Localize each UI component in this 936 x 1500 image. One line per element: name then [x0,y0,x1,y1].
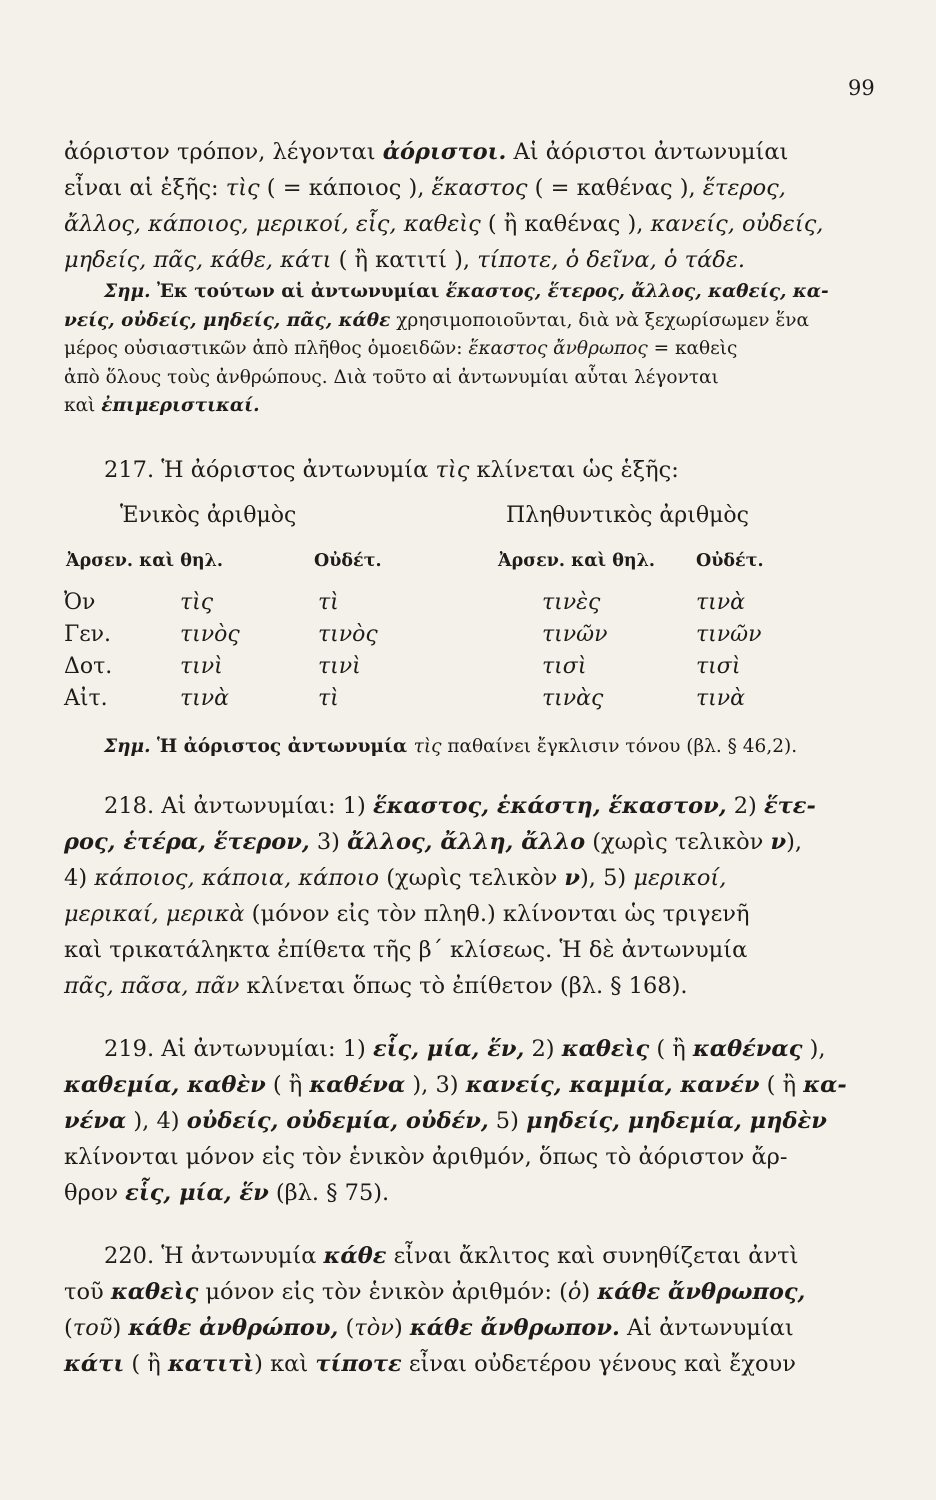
text-line: 4) κάποιος, κάποια, κάποιο (χωρὶς τελικὸν ν), 5) μερικοί, [64,865,727,891]
subheader-sg-masc-fem: Ἀρσεν. καὶ θηλ. [66,551,223,571]
text-line: πᾶς, πᾶσα, πᾶν κλίνεται ὅπως τὸ ἐπίθετον (βλ. § 168). [64,973,688,999]
text-line: θρον εἷς, μία, ἕν (βλ. § 75). [64,1180,390,1206]
text-line: νείς, οὐδείς, μηδείς, πᾶς, κάθε χρησιμοποιοῦνται, διὰ νὰ ξεχωρίσωμεν ἕνα [64,309,810,331]
text-line: μερικαί, μερικὰ (μόνον εἰς τὸν πληθ.) κλίνονται ὡς τριγενῆ [64,901,750,927]
text-line: μηδείς, πᾶς, κάθε, κάτι ( ἢ κατιτί ), τίποτε, ὁ δεῖνα, ὁ τάδε. [64,247,746,273]
text-line: 217. Ἡ ἀόριστος ἀντωνυμία τὶς κλίνεται ὡς ἑξῆς: [104,457,679,483]
text-line: κάτι ( ἢ κατιτὶ) καὶ τίποτε εἶναι οὐδετέρου γένους καὶ ἔχουν [64,1351,796,1377]
form-cell: τινὶ [318,654,361,679]
text-line: καὶ τρικατάληκτα ἐπίθετα τῆς β΄ κλίσεως. Ἡ δὲ ἀντωνυμία [64,937,748,963]
subheader-pl-masc-fem: Ἀρσεν. καὶ θηλ. [498,551,655,571]
header-plural: Πληθυντικὸς ἀριθμὸς [506,503,749,528]
paragraph-indefinite-intro [64,134,824,278]
form-cell: τισὶ [542,654,587,679]
section-220 [64,1238,806,1382]
text-line: 220. Ἡ ἀντωνυμία κάθε εἶναι ἄκλιτος καὶ συνηθίζεται ἀντὶ [104,1243,799,1269]
text-line: κλίνονται μόνον εἰς τὸν ἑνικὸν ἀριθμόν, ὅπως τὸ ἀόριστον ἄρ- [64,1144,788,1170]
form-cell: τὶς [180,590,214,615]
form-cell: τινῶν [696,622,762,647]
text-line: εἶναι αἱ ἑξῆς: τὶς ( = κάποιος ), ἕκαστος ( = καθένας ), ἕτερος, [64,175,786,201]
text-line: νένα ), 4) οὐδείς, οὐδεμία, οὐδέν, 5) μηδείς, μηδεμία, μηδὲν [64,1108,827,1134]
form-cell: τὶ [318,590,339,615]
form-cell: τινῶν [542,622,608,647]
text-line: (τοῦ) κάθε ἀνθρώπου, (τὸν) κάθε ἄνθρωπον. Αἱ ἀντωνυμίαι [64,1315,794,1341]
form-cell: τὶ [318,686,339,711]
form-cell: τινὸς [180,622,240,647]
case-label: Ὀν [64,590,96,615]
form-cell: τινὰ [696,590,746,615]
form-cell: τινὰ [180,686,230,711]
text-line: ἀπὸ ὅλους τοὺς ἀνθρώπους. Διὰ τοῦτο αἱ ἀντωνυμίαι αὗται λέγονται [64,366,719,388]
text-line: ἄλλος, κάποιος, μερικοί, εἷς, καθεὶς ( ἢ καθένας ), κανείς, οὐδείς, [64,211,824,237]
subheader-pl-neuter: Οὐδέτ. [696,551,764,571]
form-cell: τινὲς [542,590,601,615]
form-cell: τισὶ [696,654,741,679]
form-cell: τινὸς [318,622,378,647]
case-label: Δοτ. [64,654,113,679]
text-line: 219. Αἱ ἀντωνυμίαι: 1) εἷς, μία, ἕν, 2) καθεὶς ( ἢ καθένας ), [104,1036,826,1062]
case-label: Αἰτ. [64,686,108,711]
text-line: μέρος οὐσιαστικῶν ἀπὸ πλῆθος ὁμοειδῶν: ἕκαστος ἄνθρωπος = καθεὶς [64,338,738,359]
text-line: Σημ. Ἐκ τούτων αἱ ἀντωνυμίαι ἕκαστος, ἕτερος, ἄλλος, καθείς, κα- [104,281,829,302]
section-218 [64,788,816,1004]
section-217 [64,452,794,488]
form-cell: τινὰς [542,686,604,711]
text-line: τοῦ καθεὶς μόνον εἰς τὸν ἑνικὸν ἀριθμόν: (ὁ) κάθε ἄνθρωπος, [64,1279,806,1305]
text-line: 218. Αἱ ἀντωνυμίαι: 1) ἕκαστος, ἑκάστη, ἕκαστον, 2) ἕτε- [104,793,816,819]
section-219 [64,1031,847,1211]
text-line: καὶ ἐπιμεριστικαί. [64,395,260,416]
text-line: ρος, ἑτέρα, ἕτερον, 3) ἄλλος, ἄλλη, ἄλλο (χωρὶς τελικὸν ν), [64,829,803,855]
text-line: καθεμία, καθὲν ( ἢ καθένα ), 3) κανείς, καμμία, κανέν ( ἢ κα- [64,1072,847,1098]
subheader-sg-neuter: Οὐδέτ. [314,551,382,571]
case-label: Γεν. [64,622,112,647]
form-cell: τινὰ [696,686,746,711]
text-line: ἀόριστον τρόπον, λέγονται ἀόριστοι. Αἱ ἀόριστοι ἀντωνυμίαι [64,139,789,165]
note-distributive [64,278,829,421]
text-line: Σημ. Ἡ ἀόριστος ἀντωνυμία τὶς παθαίνει ἔγκλισιν τόνου (βλ. § 46,2). [104,736,798,757]
page-number: 99 [848,76,875,100]
form-cell: τινὶ [180,654,223,679]
header-singular: Ἑνικὸς ἀριθμὸς [120,503,297,528]
note-enclisis [64,733,798,762]
